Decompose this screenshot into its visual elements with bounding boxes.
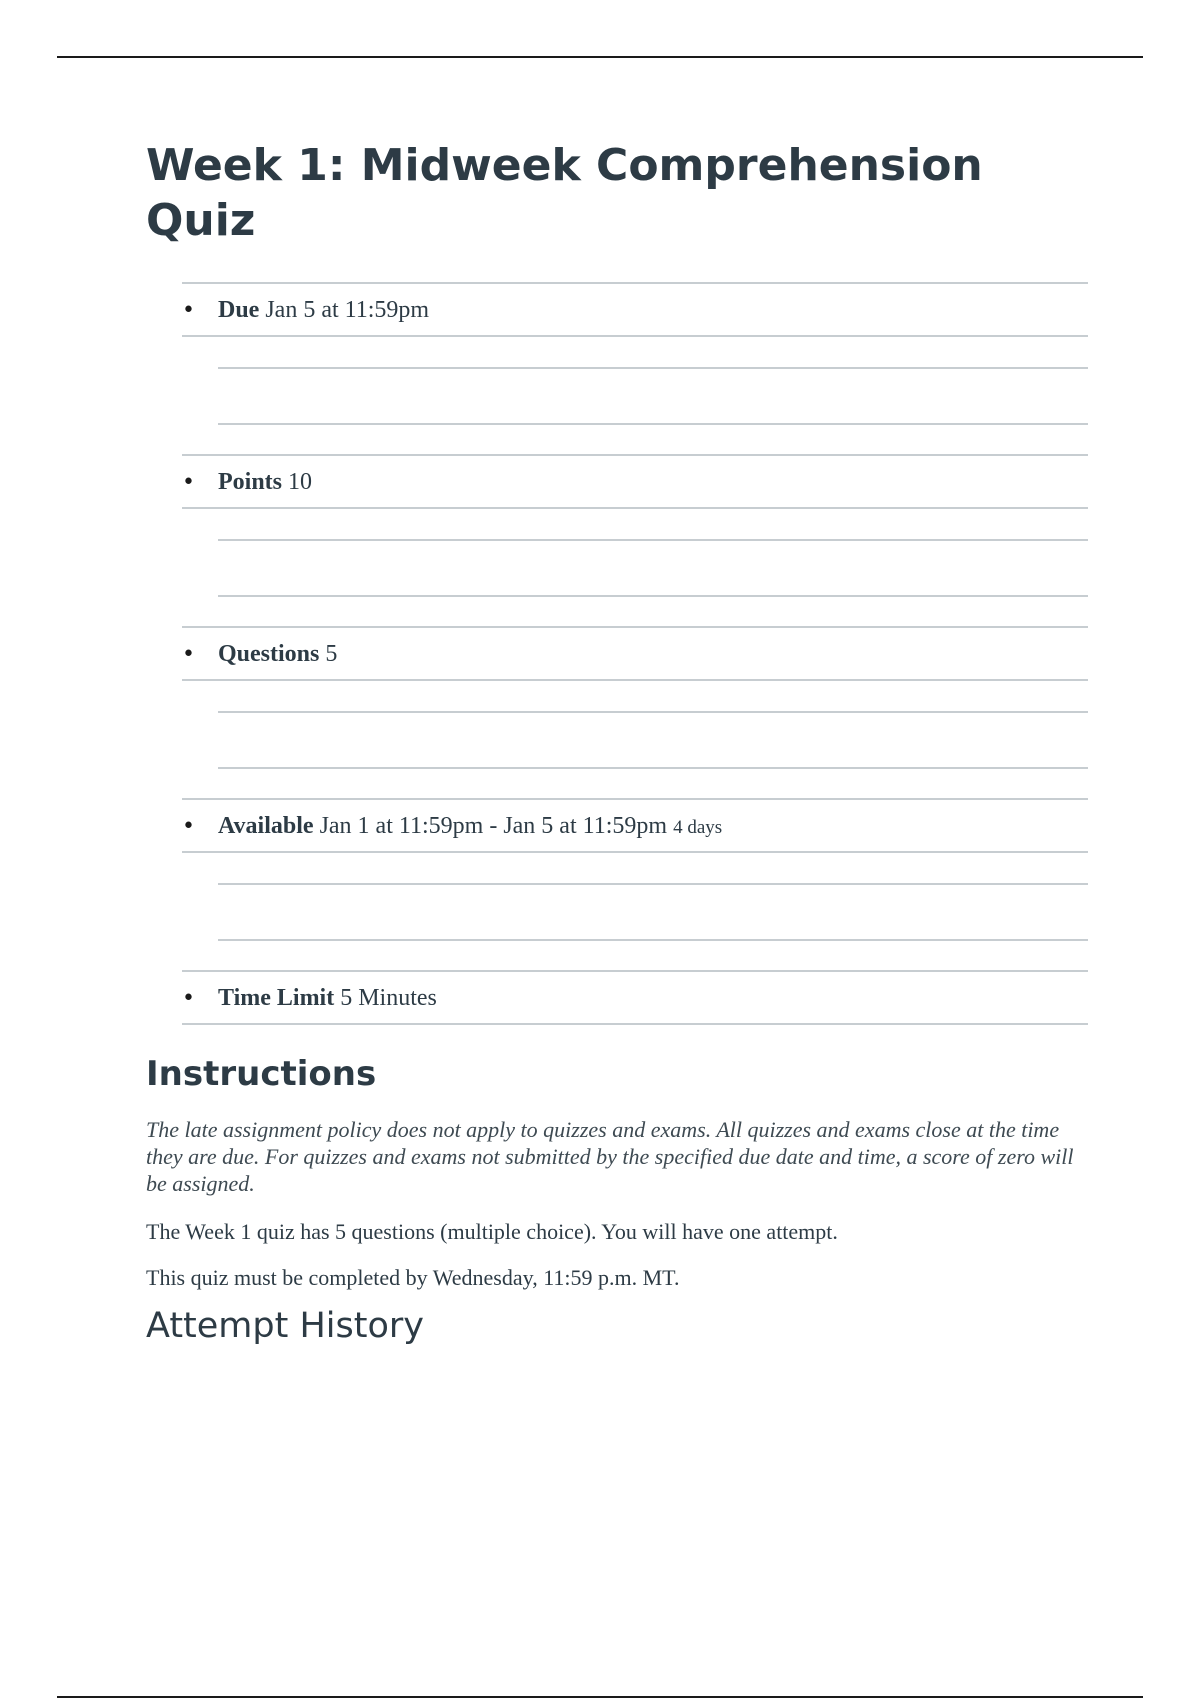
detail-label: Available xyxy=(218,813,314,839)
detail-label: Points xyxy=(218,469,283,495)
detail-text xyxy=(218,468,312,496)
detail-value: Jan 1 at 11:59pm - Jan 5 at 11:59pm xyxy=(319,813,668,839)
divider xyxy=(218,539,1088,541)
quiz-deadline: This quiz must be completed by Wednesday, 11:59 p.m. MT. xyxy=(146,1265,680,1290)
bullet-icon: • xyxy=(182,814,195,839)
bullet-icon: • xyxy=(182,470,195,495)
quiz-content xyxy=(146,138,1086,1346)
divider xyxy=(218,367,1088,369)
instructions-heading: Instructions xyxy=(146,1054,377,1094)
detail-due xyxy=(182,282,1088,454)
bullet-icon: • xyxy=(182,986,195,1011)
detail-value: 10 xyxy=(288,469,313,495)
detail-value: 5 xyxy=(325,641,338,667)
detail-points xyxy=(182,454,1088,626)
detail-row-box xyxy=(182,454,1088,509)
divider xyxy=(218,939,1088,941)
divider xyxy=(218,883,1088,885)
page-title: Week 1: Midweek Comprehension Quiz xyxy=(146,140,983,246)
bullet-icon: • xyxy=(182,642,195,667)
detail-duration: 4 days xyxy=(673,817,723,838)
divider xyxy=(218,711,1088,713)
detail-label: Questions xyxy=(218,641,320,667)
quiz-details-list xyxy=(182,282,1088,1026)
detail-label: Due xyxy=(218,297,260,323)
detail-row-box xyxy=(182,798,1088,853)
divider xyxy=(218,767,1088,769)
detail-row-box xyxy=(182,282,1088,337)
attempt-history-heading: Attempt History xyxy=(146,1306,424,1346)
quiz-description: The Week 1 quiz has 5 questions (multiple choice). You will have one attempt. xyxy=(146,1219,838,1244)
detail-value: Jan 5 at 11:59pm xyxy=(265,297,430,323)
detail-value: 5 Minutes xyxy=(340,985,437,1011)
detail-time-limit xyxy=(182,970,1088,1026)
bullet-icon: • xyxy=(182,298,195,323)
detail-label: Time Limit xyxy=(218,985,335,1011)
detail-text xyxy=(218,296,429,324)
bottom-page-rule xyxy=(57,1696,1143,1698)
detail-available xyxy=(182,798,1088,970)
detail-questions xyxy=(182,626,1088,798)
divider xyxy=(218,595,1088,597)
top-page-rule xyxy=(57,56,1143,58)
detail-row-box xyxy=(182,970,1088,1025)
detail-text xyxy=(218,984,437,1012)
late-policy-text: The late assignment policy does not apply to quizzes and exams. All quizzes and exams close at the time they are due. For quizzes and exams not submitted by the specified due date and time, a score of zero will be assigned. xyxy=(146,1117,1074,1196)
detail-text xyxy=(218,812,722,842)
detail-row-box xyxy=(182,626,1088,681)
detail-text xyxy=(218,640,337,668)
divider xyxy=(218,423,1088,425)
